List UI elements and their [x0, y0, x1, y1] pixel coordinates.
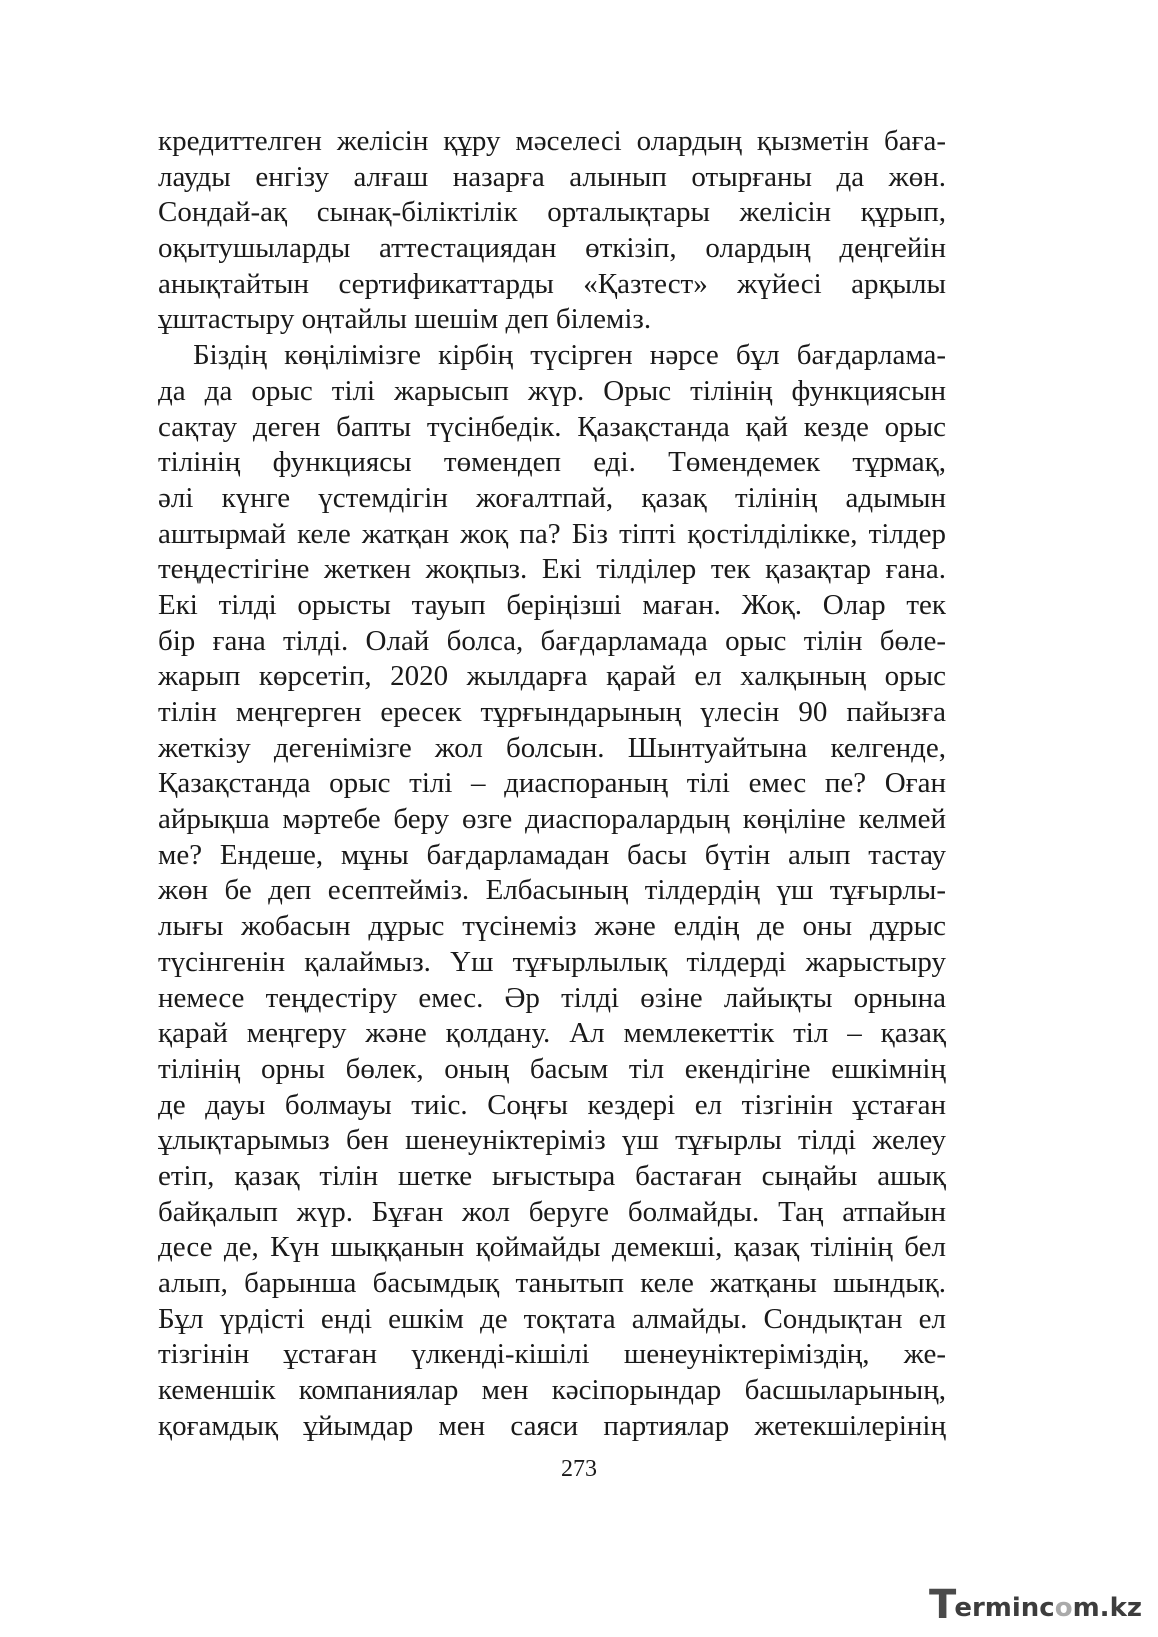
text-line: қоғамдық ұйымдар мен саяси партиялар жетекшілерінің	[158, 1409, 946, 1442]
text-line: Бұл үрдісті енді ешкім де тоқтата алмайды. Сондықтан ел	[158, 1302, 946, 1335]
text-line: жөн бе деп есептейміз. Елбасының тілдердің үш тұғырлы-	[158, 874, 946, 907]
text-line: айрықша мәртебе беру өзге диаспоралардың көңіліне келмей	[158, 803, 946, 836]
text-line: ме? Ендеше, мұны бағдарламадан басы бүтін алып тастау	[158, 838, 946, 871]
text-line: да да орыс тілі жарысып жүр. Орыс тілінің функциясын	[158, 374, 946, 407]
text-line: Екі тілді орысты тауып беріңізші маған. Жоқ. Олар тек	[158, 588, 946, 621]
text-line: қарай меңгеру және қолдану. Ал мемлекеттік тіл – қазақ	[158, 1017, 946, 1050]
text-line: етіп, қазақ тілін шетке ығыстыра бастаған сыңайы ашық	[158, 1159, 946, 1192]
text-line: сақтау деген бапты түсінбедік. Қазақстанда қай кезде орыс	[158, 410, 946, 443]
text-line: де дауы болмауы тиіс. Соңғы кездері ел тізгінін ұстаған	[158, 1088, 946, 1121]
text-line: кеменшік компаниялар мен кәсіпорындар басшыларының,	[158, 1374, 946, 1407]
text-line: тілінің орны бөлек, оның басым тіл екендігіне ешкімнің	[158, 1052, 946, 1085]
text-line: Сондай-ақ сынақ-біліктілік орталықтары желісін құрып,	[158, 196, 946, 229]
text-line: немесе теңдестіру емес. Әр тілді өзіне лайықты орнына	[158, 981, 946, 1014]
text-line: түсінгенін қалаймыз. Үш тұғырлылық тілдерді жарыстыру	[158, 945, 946, 978]
text-line: бір ғана тілді. Олай болса, бағдарламада орыс тілін бөле-	[158, 624, 946, 657]
site-watermark-logo	[929, 1582, 1142, 1628]
text-line: жарып көрсетіп, 2020 жылдарға қарай ел халқының орыс	[158, 660, 946, 693]
text-line: ұштастыру оңтайлы шешім деп білеміз.	[158, 303, 652, 336]
text-line: теңдестігіне жеткен жоқпыз. Екі тілділер тек қазақтар ғана.	[158, 553, 946, 586]
text-line: тілін меңгерген ересек тұрғындарының үлесін 90 пайызға	[158, 696, 946, 728]
text-line: оқытушыларды аттестациядан өткізіп, олардың деңгейін	[158, 232, 946, 265]
text-line: кредиттелген желісін құру мәселесі олардың қызметін бағa-	[158, 125, 946, 157]
body-text	[158, 124, 946, 1444]
text-line: тізгінін ұстаған үлкенді-кішілі шенеуніктеріміздің, же-	[158, 1338, 946, 1371]
text-line: әлі күнге үстемдігін жоғалтпай, қазақ тілінің адымын	[158, 481, 946, 514]
text-line: тілінің функциясы төмендеп еді. Төмендемек тұрмақ,	[158, 446, 946, 479]
text-line: жеткізу дегенімізге жол болсын. Шынтуайтына келгенде,	[158, 731, 946, 764]
watermark-initial: T	[929, 1582, 955, 1628]
text-line: лауды енгізу алғаш назарға алынып отырғаны да жөн.	[158, 160, 946, 193]
watermark-part: erminc	[954, 1593, 1055, 1623]
watermark-part: m.kz	[1072, 1593, 1142, 1623]
text-line: анықтайтын сертификаттарды «Қазтест» жүйесі арқылы	[158, 267, 946, 300]
text-line: лығы жобасын дұрыс түсінеміз және елдің де оны дұрыс	[158, 910, 946, 943]
watermark-magnifier-o: o	[1054, 1593, 1073, 1623]
text-line: десе де, Күн шыққанын қоймайды демекші, қазақ тілінің бел	[158, 1231, 946, 1264]
page-number: 273	[561, 1456, 597, 1482]
text-line: аштырмай келе жатқан жоқ па? Біз тіпті қостілділікке, тілдер	[158, 517, 946, 550]
watermark-text	[954, 1593, 1142, 1625]
text-line: ұлықтарымыз бен шенеуніктеріміз үш тұғырлы тілді желеу	[158, 1124, 946, 1157]
text-line: байқалып жүр. Бұған жол беруге болмайды. Таң атпайын	[158, 1195, 946, 1228]
text-line: алып, барынша басымдық танытып келе жатқаны шындық.	[158, 1267, 946, 1299]
text-line: Қазақстанда орыс тілі – диаспораның тілі емес пе? Оған	[158, 767, 946, 800]
paragraph-first-line: Біздің көңілімізге кірбің түсірген нәрсе бұл бағдарлама-	[193, 339, 946, 372]
